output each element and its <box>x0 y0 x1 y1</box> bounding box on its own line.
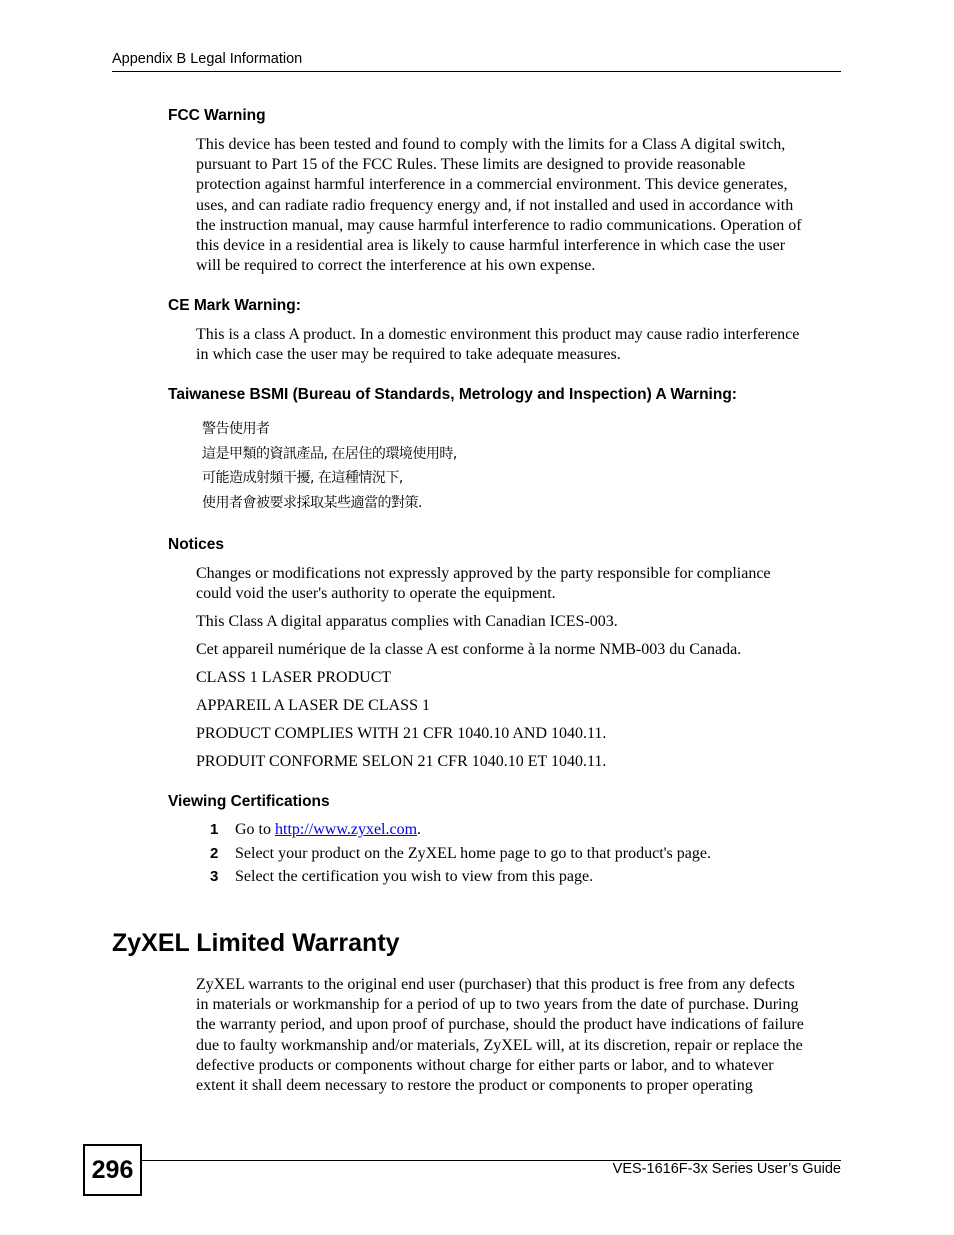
fcc-line: will be required to correct the interference at his own expense. <box>196 257 596 275</box>
running-header: Appendix B Legal Information <box>112 51 303 67</box>
bsmi-line: 警告使用者 <box>202 421 270 437</box>
zyxel-website-link[interactable]: http://www.zyxel.com <box>275 821 418 838</box>
step-text: Select the certification you wish to view from this page. <box>235 868 594 885</box>
ce-line: This is a class A product. In a domestic environment this product may cause radio interference <box>196 326 800 343</box>
ce-paragraph <box>196 325 844 365</box>
notices-heading: Notices <box>168 536 224 553</box>
step-number: 3 <box>210 868 219 885</box>
notices-nmb: Cet appareil numérique de la classe A est conforme à la norme NMB-003 du Canada. <box>196 641 742 658</box>
warranty-title: ZyXEL Limited Warranty <box>112 929 400 957</box>
notices-cfr-fr: PRODUIT CONFORME SELON 21 CFR 1040.10 ET 1040.11. <box>196 753 607 770</box>
fcc-line: uses, and can radiate radio frequency energy and, if not installed and used in accordance with <box>196 196 794 214</box>
page-number: 296 <box>83 1144 142 1196</box>
notices-line: Changes or modifications not expressly approved by the party responsible for compliance <box>196 565 771 582</box>
warranty-line: in materials or workmanship for a period of up to two years from the date of purchase. During <box>196 996 799 1014</box>
step-number: 2 <box>210 845 219 862</box>
notices-laser-class: CLASS 1 LASER PRODUCT <box>196 669 392 686</box>
warranty-line: ZyXEL warrants to the original end user (purchaser) that this product is free from any defects <box>196 976 795 993</box>
warranty-line: defective products or components without charge for either parts or labor, and to whatever <box>196 1056 774 1074</box>
bsmi-line: 可能造成射頻干擾, 在這種情況下, <box>202 470 403 486</box>
warranty-line: extent it shall deem necessary to restore the product or components to proper operating <box>196 1077 753 1095</box>
fcc-heading: FCC Warning <box>168 107 266 124</box>
fcc-line: protection against harmful interference in a commercial environment. This device generates, <box>196 176 788 194</box>
fcc-line: This device has been tested and found to comply with the limits for a Class A digital switch, <box>196 136 786 153</box>
notices-paragraph-1 <box>196 564 844 604</box>
certification-step <box>210 821 421 839</box>
bsmi-chinese-warning <box>202 417 457 515</box>
bsmi-line: 使用者會被要求採取某些適當的對策. <box>202 494 422 511</box>
ce-heading: CE Mark Warning: <box>168 297 301 314</box>
step-text-end: . <box>417 821 422 838</box>
step-text: Go to <box>235 821 275 838</box>
notices-ices: This Class A digital apparatus complies with Canadian ICES-003. <box>196 613 618 630</box>
bsmi-heading: Taiwanese BSMI (Bureau of Standards, Metrology and Inspection) A Warning: <box>168 386 737 403</box>
certifications-heading: Viewing Certifications <box>168 793 330 810</box>
fcc-line: the instruction manual, may cause harmful interference to radio communications. Operation of <box>196 216 802 234</box>
footer-guide-title: VES-1616F-3x Series User’s Guide <box>612 1161 841 1177</box>
warranty-paragraph <box>196 975 844 1096</box>
warranty-line: the warranty period, and upon proof of purchase, should the product have indications of failure <box>196 1016 804 1034</box>
ce-line: in which case the user may be required to take adequate measures. <box>196 346 621 364</box>
notices-laser-class-fr: APPAREIL A LASER DE CLASS 1 <box>196 697 430 714</box>
step-number: 1 <box>210 821 219 838</box>
fcc-line: this device in a residential area is likely to cause harmful interference in which case the user <box>196 237 786 255</box>
warranty-line: due to faulty workmanship and/or materials, ZyXEL will, at its discretion, repair or replace the <box>196 1036 803 1054</box>
fcc-paragraph <box>196 135 844 276</box>
bsmi-line: 這是甲類的資訊產品, 在居住的環境使用時, <box>202 445 457 462</box>
notices-line: could void the user's authority to operate the equipment. <box>196 585 556 603</box>
certification-step <box>210 845 711 863</box>
fcc-line: pursuant to Part 15 of the FCC Rules. These limits are designed to provide reasonable <box>196 156 746 174</box>
certification-step <box>210 868 593 886</box>
step-text: Select your product on the ZyXEL home page to go to that product's page. <box>235 845 711 862</box>
notices-cfr: PRODUCT COMPLIES WITH 21 CFR 1040.10 AND 1040.11. <box>196 725 607 742</box>
header-rule <box>112 71 841 72</box>
